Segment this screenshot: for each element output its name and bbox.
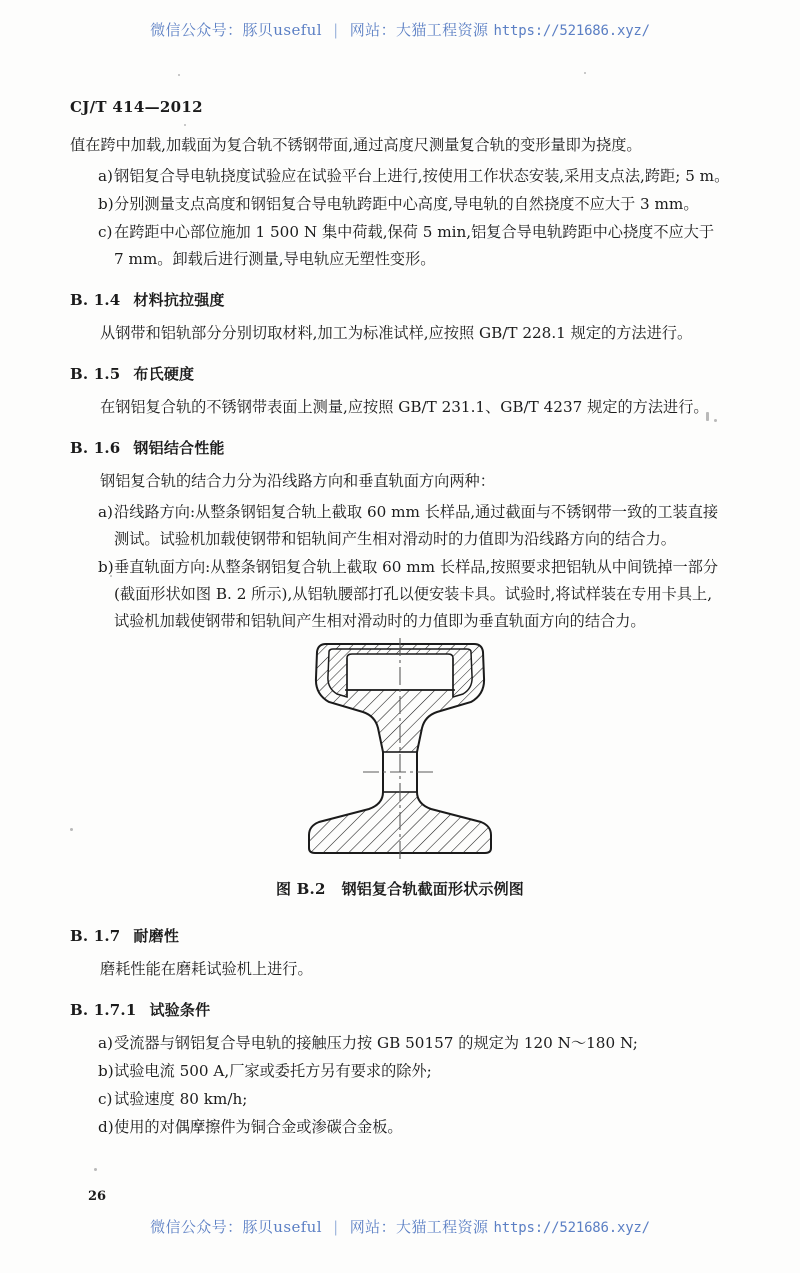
section-title: 钢铝结合性能 [133,439,225,457]
scan-speck [178,74,180,76]
section-b15-paragraph: 在钢铝复合轨的不锈钢带表面上测量,应按照 GB/T 231.1、GB/T 4237 规定的方法进行。 [100,398,709,416]
section-title: 耐磨性 [133,927,180,945]
list-line: 试验速度 80 km/h; [114,1090,248,1108]
test-conditions-list [70,1030,794,1141]
list-marker: a) [98,167,113,185]
list-line: 钢铝复合导电轨挠度试验应在试验平台上进行,按使用工作状态安装,采用支点法,跨距; [114,167,681,185]
page-number: 26 [88,1189,107,1204]
list-item [70,191,794,218]
list-item [70,1086,794,1113]
list-line: 试验电流 500 A,厂家或委托方另有要求的除外; [114,1062,432,1080]
section-number: B. 1.7.1 [70,1001,137,1019]
watermark-site-label: 网站：大猫工程资源 [349,1218,489,1236]
list-item [70,1114,794,1141]
list-marker: a) [98,1034,113,1052]
section-b16-paragraph: 钢铝复合轨的结合力分为沿线路方向和垂直轨面方向两种： [100,472,495,490]
watermark-separator: | [333,1218,339,1236]
scan-speck [184,124,186,126]
list-line: 分别测量支点高度和钢铝复合导电轨跨距中心高度,导电轨的自然挠度不应大于 3 mm。 [114,195,699,213]
section-heading-b171 [70,999,794,1020]
section-heading-b16 [70,437,794,458]
scan-speck [584,72,586,74]
document-content-upper [70,132,794,636]
list-line: 垂直轨面方向:从整条钢铝复合轨上截取 60 mm 长样品,按照要求把铝轨从中间铣掉一部分 [114,558,719,576]
section-b17-paragraph: 磨耗性能在磨耗试验机上进行。 [100,960,313,978]
list-marker: b) [98,558,114,576]
watermark-bottom [0,1216,800,1237]
list-marker: a) [98,503,113,521]
list-line: 沿线路方向:从整条钢铝复合轨上截取 60 mm 长样品,通过截面与不锈钢带一致的工装直接 [114,503,719,521]
watermark-site-label: 网站：大猫工程资源 [349,21,489,39]
watermark-url: https://521686.xyz/ [493,23,650,39]
deflection-list [70,163,794,273]
list-item-body [114,1114,794,1141]
list-line: 在跨距中心部位施加 1 500 N 集中荷载,保荷 5 min,铝复合导电轨跨距中心挠度不应大于 [114,223,715,241]
list-marker: b) [98,195,114,213]
list-item [70,554,794,635]
list-marker: c) [98,1090,113,1108]
list-item-body [114,1058,794,1085]
list-item-body [114,554,794,635]
figure-title: 钢铝复合轨截面形状示例图 [341,880,524,898]
list-line: 受流器与钢铝复合导电轨的接触压力按 GB 50157 的规定为 120 N～180 N; [114,1034,638,1052]
list-line: 试验机加载使钢带和铝轨间产生相对滑动时的力值即为垂直轨面方向的结合力。 [114,612,646,630]
list-item-body [114,163,794,190]
list-line: 5 m。 [685,167,730,185]
section-heading-b17 [70,925,794,946]
list-marker: b) [98,1062,114,1080]
list-item-body [114,191,794,218]
bonding-list [70,499,794,635]
section-number: B. 1.7 [70,927,121,945]
section-title: 材料抗拉强度 [133,291,225,309]
watermark-wechat-label: 微信公众号：豚贝useful [150,1218,322,1236]
opening-paragraph: 值在跨中加载,加载面为复合轨不锈钢带面,通过高度尺测量复合轨的变形量即为挠度。 [70,136,642,154]
section-title: 布氏硬度 [133,365,195,383]
list-line: 使用的对偶摩擦件为铜合金或渗碳合金板。 [114,1118,403,1136]
figure-caption [0,878,800,899]
list-marker: d) [98,1118,114,1136]
list-line: (截面形状如图 B. 2 所示),从铝轨腰部打孔以便安装卡具。试验时,将试样装在专用卡具上, [114,585,713,603]
figure-b2 [0,636,800,899]
document-content-lower [70,925,794,1142]
section-number: B. 1.4 [70,291,121,309]
list-item [70,499,794,553]
section-number: B. 1.6 [70,439,121,457]
list-item-body [114,499,794,553]
watermark-top [0,19,800,40]
list-item [70,1030,794,1057]
list-item-body [114,1086,794,1113]
section-number: B. 1.5 [70,365,121,383]
list-item [70,1058,794,1085]
watermark-separator: | [333,21,339,39]
figure-label: 图 B.2 [276,880,326,898]
section-title: 试验条件 [149,1001,211,1019]
scan-speck [94,1168,97,1171]
list-line: 测试。试验机加载使钢带和铝轨间产生相对滑动时的力值即为沿线路方向的结合力。 [114,530,676,548]
watermark-wechat-label: 微信公众号：豚贝useful [150,21,322,39]
list-line: 7 mm。卸载后进行测量,导电轨应无塑性变形。 [114,250,436,268]
section-heading-b15 [70,363,794,384]
list-marker: c) [98,223,113,241]
list-item [70,219,794,273]
list-item-body [114,219,794,273]
section-b14-paragraph: 从钢带和铝轨部分分别切取材料,加工为标准试样,应按照 GB/T 228.1 规定的方法进行。 [100,324,693,342]
rail-cross-section-drawing [285,636,515,864]
watermark-url: https://521686.xyz/ [493,1220,650,1236]
list-item [70,163,794,190]
list-item-body [114,1030,794,1057]
section-heading-b14 [70,289,794,310]
standard-number: CJ/T 414—2012 [70,98,203,116]
